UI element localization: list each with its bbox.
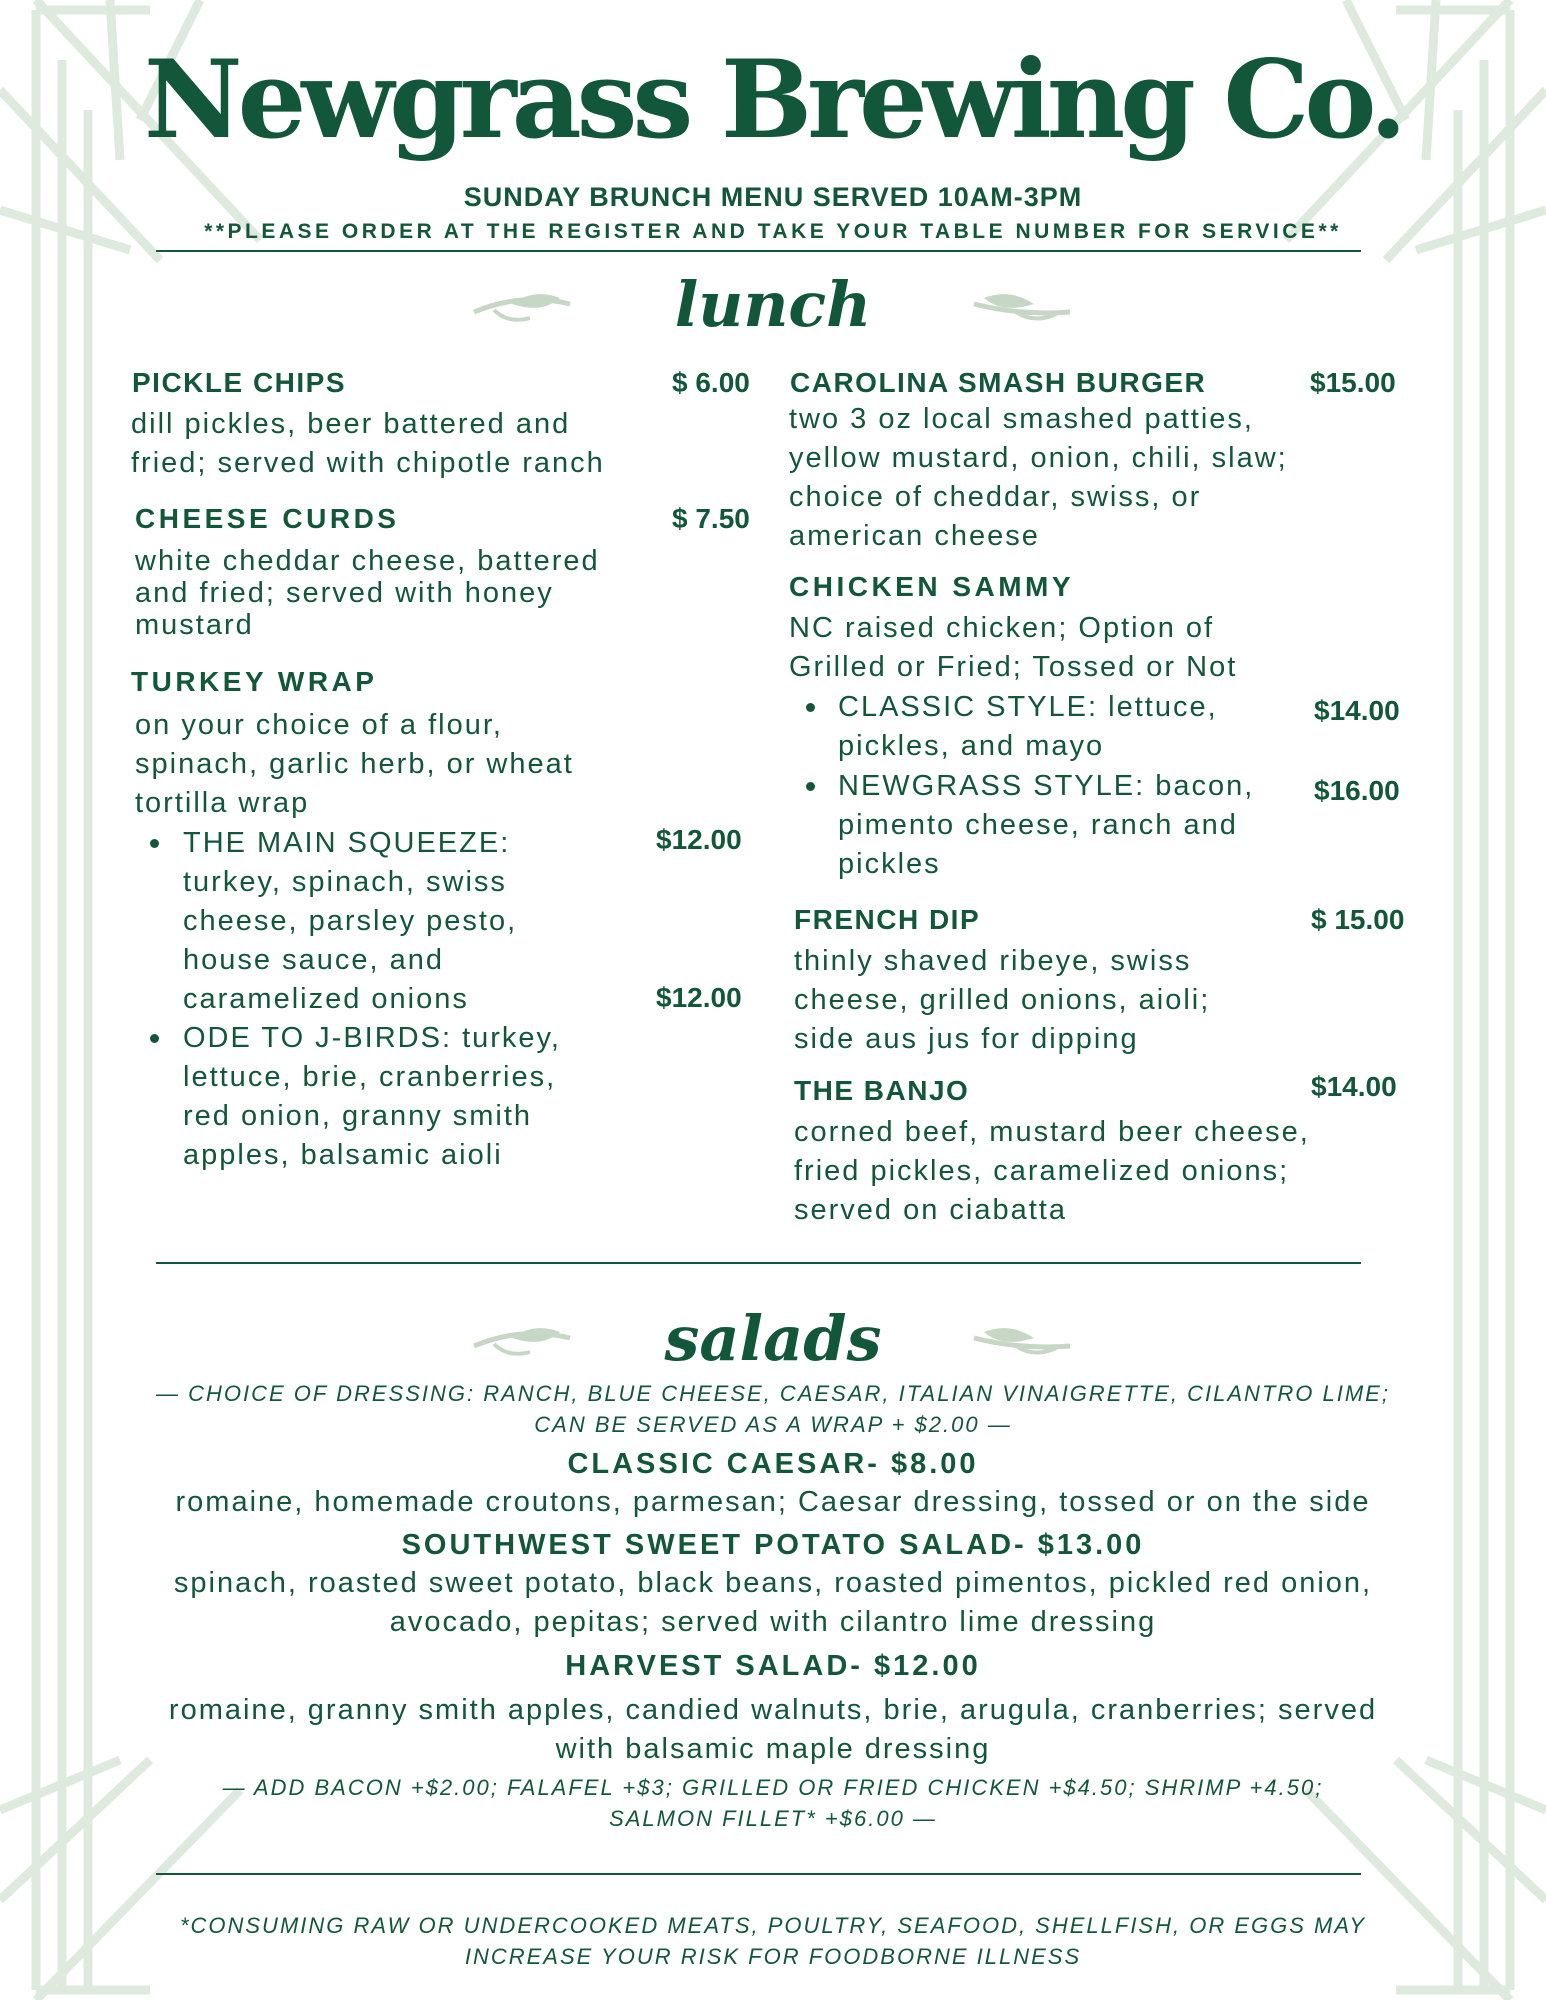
french-dip-name: FRENCH DIP bbox=[794, 904, 981, 935]
classic-style-price: $14.00 bbox=[1314, 695, 1400, 726]
bullet-dot bbox=[150, 1034, 159, 1043]
pickle-chips-description: dill pickles, beer battered and fried; served with chipotle ranch bbox=[131, 408, 605, 479]
cheese-curds-name: CHEESE CURDS bbox=[135, 503, 400, 534]
add-ons-note: — ADD BACON +$2.00; FALAFEL +$3; GRILLED OR FRIED CHICKEN +$4.50; SHRIMP +4.50; SALMON FILLET* +$6.00 — bbox=[222, 1775, 1324, 1831]
menu-hours: SUNDAY BRUNCH MENU SERVED 10AM-3PM bbox=[463, 182, 1083, 212]
dressing-note: — CHOICE OF DRESSING: RANCH, BLUE CHEESE, CAESAR, ITALIAN VINAIGRETTE, CILANTRO LIME; CAN BE SERVED AS A WRAP + $2.00 — bbox=[156, 1381, 1390, 1437]
turkey-wrap-description: on your choice of a flour, spinach, garlic herb, or wheat tortilla wrap bbox=[135, 709, 574, 819]
newgrass-style-description: NEWGRASS STYLE: bacon, pimento cheese, ranch and pickles bbox=[838, 770, 1255, 880]
southwest-salad-name: SOUTHWEST SWEET POTATO SALAD- $13.00 bbox=[401, 1529, 1145, 1561]
banjo-name: THE BANJO bbox=[794, 1075, 970, 1106]
harvest-salad-name: HARVEST SALAD- $12.00 bbox=[565, 1650, 981, 1682]
salads-section-title: salads bbox=[664, 1302, 882, 1375]
smash-burger-price: $15.00 bbox=[1310, 367, 1396, 398]
harvest-salad-description: romaine, granny smith apples, candied walnuts, brie, arugula, cranberries; served with balsamic maple dressing bbox=[168, 1694, 1378, 1765]
lunch-section-title: lunch bbox=[674, 268, 872, 341]
classic-caesar-name: CLASSIC CAESAR- $8.00 bbox=[567, 1448, 979, 1480]
salads-divider bbox=[156, 1873, 1361, 1875]
leaf-ornament-right-icon bbox=[972, 1324, 1072, 1358]
newgrass-style-price: $16.00 bbox=[1314, 775, 1400, 806]
bullet-dot bbox=[806, 782, 815, 791]
classic-style-description: CLASSIC STYLE: lettuce, pickles, and mayo bbox=[838, 691, 1218, 762]
classic-caesar-description: romaine, homemade croutons, parmesan; Caesar dressing, tossed or on the side bbox=[175, 1486, 1371, 1518]
smash-burger-name: CAROLINA SMASH BURGER bbox=[790, 367, 1207, 398]
pickle-chips-name: PICKLE CHIPS bbox=[132, 367, 347, 398]
cheese-curds-description: white cheddar cheese, battered and fried; served with honey mustard bbox=[135, 545, 600, 641]
chicken-sammy-description: NC raised chicken; Option of Grilled or Fried; Tossed or Not bbox=[789, 612, 1238, 683]
southwest-salad-description: spinach, roasted sweet potato, black beans, roasted pimentos, pickled red onion, avocado, pepitas; served with cilantro lime dressing bbox=[173, 1567, 1373, 1638]
pickle-chips-price: $ 6.00 bbox=[672, 367, 750, 398]
leaf-ornament-right-icon bbox=[972, 290, 1072, 324]
chicken-sammy-name: CHICKEN SAMMY bbox=[789, 571, 1075, 602]
ordering-notice: **PLEASE ORDER AT THE REGISTER AND TAKE YOUR TABLE NUMBER FOR SERVICE** bbox=[204, 220, 1342, 243]
turkey-wrap-name: TURKEY WRAP bbox=[131, 666, 378, 697]
cheese-curds-price: $ 7.50 bbox=[672, 503, 750, 534]
lunch-divider bbox=[156, 1262, 1361, 1264]
smash-burger-description: two 3 oz local smashed patties, yellow mustard, onion, chili, slaw; choice of cheddar, swiss, or american cheese bbox=[789, 403, 1288, 552]
bullet-dot bbox=[806, 703, 815, 712]
main-squeeze-price: $12.00 bbox=[656, 824, 742, 855]
banjo-description: corned beef, mustard beer cheese, fried pickles, caramelized onions; served on ciabatta bbox=[794, 1116, 1310, 1226]
french-dip-description: thinly shaved ribeye, swiss cheese, grilled onions, aioli; side aus jus for dipping bbox=[794, 945, 1211, 1055]
french-dip-price: $ 15.00 bbox=[1311, 904, 1405, 935]
banjo-price: $14.00 bbox=[1311, 1071, 1397, 1102]
main-squeeze-description: THE MAIN SQUEEZE: turkey, spinach, swiss cheese, parsley pesto, house sauce, and caramelized onions bbox=[183, 827, 518, 1015]
food-safety-disclaimer: *CONSUMING RAW OR UNDERCOOKED MEATS, POULTRY, SEAFOOD, SHELLFISH, OR EGGS MAY INCREASE YOUR RISK FOR FOODBORNE ILLNESS bbox=[179, 1913, 1367, 1969]
ode-to-j-birds-price: $12.00 bbox=[656, 982, 742, 1013]
ode-to-j-birds-description: ODE TO J-BIRDS: turkey, lettuce, brie, cranberries, red onion, granny smith apples, balsamic aioli bbox=[183, 1022, 561, 1171]
header-divider bbox=[156, 250, 1361, 252]
brewery-logo-title: Newgrass Brewing Co. bbox=[143, 37, 1403, 163]
bullet-dot bbox=[150, 839, 159, 848]
